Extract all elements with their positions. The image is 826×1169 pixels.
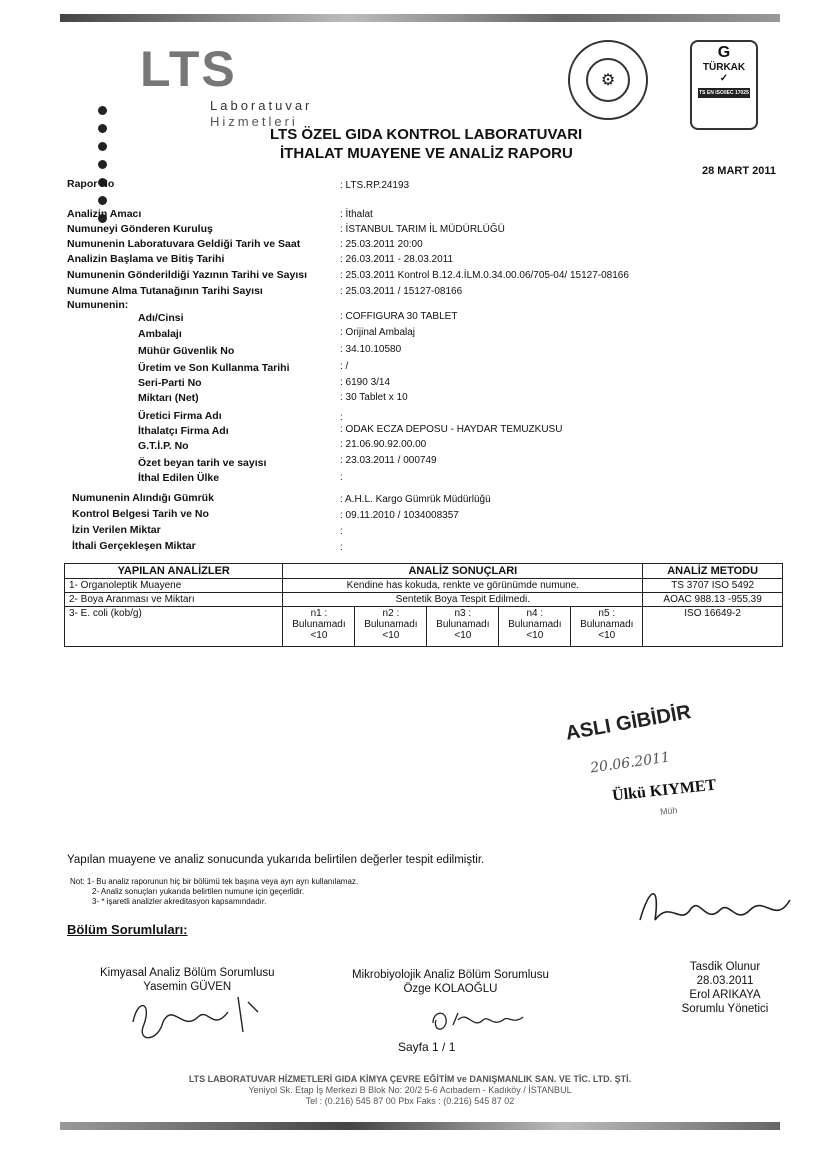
value-kontrol: : 09.11.2010 / 1034008357 [340,510,459,521]
director-signatory [665,960,785,1016]
logo-subtitle-1: Laboratuvar [210,98,313,113]
conclusion-sentence: Yapılan muayene ve analiz sonucunda yukarıda belirtilen değerler tespit edilmiştir. [67,854,485,866]
value-analiz-amaci: : İthalat [340,209,373,220]
label-baslama: Analizin Başlama ve Bitiş Tarihi [67,253,225,265]
sig3-line1: Tasdik Olunur [689,961,761,973]
chemistry-signatory [100,966,275,994]
value-gumruk: : A.H.L. Kargo Gümrük Müdürlüğü [340,494,491,505]
label-muhur: Mühür Güvenlik No [138,345,235,357]
value-gelis: : 25.03.2011 20:00 [340,239,423,250]
analysis-cell: 3- E. coli (kob/g) [65,607,283,647]
top-border-bar [60,14,780,22]
report-title-1: LTS ÖZEL GIDA KONTROL LABORATUVARI [270,126,583,143]
label-gonderen: Numuneyi Gönderen Kuruluş [67,223,213,235]
ecoli-sample-cell: n4 : Bulunamadı <10 [499,607,571,647]
sig3-line2: 28.03.2011 [696,975,754,987]
method-cell: AOAC 988.13 -955.39 [643,593,783,607]
value-gonderen: : İSTANBUL TARIM İL MÜDÜRLÜĞÜ [340,224,505,235]
turkak-label: TÜRKAK [702,62,746,73]
ecoli-sample-cell: n2 : Bulunamadı <10 [355,607,427,647]
sig1-title: Kimyasal Analiz Bölüm Sorumlusu [100,967,275,979]
value-seri: : 6190 3/14 [340,377,391,388]
value-uretim: : / [340,361,349,372]
label-adi: Adı/Cinsi [138,312,184,324]
label-gtip: G.T.İ.P. No [138,440,189,452]
label-izin: İzin Verilen Miktar [72,524,161,536]
company-footer [130,1074,690,1107]
header-results: ANALİZ SONUÇLARI [283,564,643,579]
sig3-line3: Erol ARIKAYA [689,989,761,1001]
chemistry-signature-icon [128,992,278,1052]
label-gerceklesen: İthali Gerçekleşen Miktar [72,540,196,552]
label-yazi: Numunenin Gönderildiği Yazının Tarihi ve Sayısı [67,269,307,281]
table-row-ecoli [65,607,783,647]
label-seri: Seri-Parti No [138,377,202,389]
signer-title-stamp: Müh [659,805,678,817]
table-header-row [65,564,783,579]
method-cell: ISO 16649-2 [643,607,783,647]
value-izin: : [340,526,343,537]
report-date: 28 MART 2011 [702,165,776,177]
section-heading: Bölüm Sorumluları: [67,922,188,937]
logo-subtitle-2: Hizmetleri [210,114,298,129]
value-ozet: : 23.03.2011 / 000749 [340,455,437,466]
result-cell: Kendine has kokuda, renkte ve görünümde numune. [283,579,643,593]
microbiology-signatory [352,968,549,996]
sig2-title: Mikrobiyolojik Analiz Bölüm Sorumlusu [352,969,549,981]
value-tutanak: : 25.03.2011 / 15127-08166 [340,286,463,297]
signer-name-stamp: Ülkü KIYMET [611,776,718,805]
analysis-cell: 1- Organoleptik Muayene [65,579,283,593]
label-gelis: Numunenin Laboratuvara Geldiği Tarih ve Saat [67,238,301,250]
analysis-cell: 2- Boya Aranması ve Miktarı [65,593,283,607]
handwritten-date: 20.06.2011 [589,749,671,777]
label-miktar: Miktarı (Net) [138,392,199,404]
asli-gibidir-stamp: ASLI GİBİDİR [563,701,693,745]
header-analyses: YAPILAN ANALİZLER [65,564,283,579]
value-ithalatci: : ODAK ECZA DEPOSU - HAYDAR TEMUZKUSU [340,424,563,435]
label-ambalaj: Ambalajı [138,328,182,340]
value-gerceklesen: : [340,542,343,553]
report-title-2: İTHALAT MUAYENE VE ANALİZ RAPORU [280,145,573,162]
method-cell: TS 3707 ISO 5492 [643,579,783,593]
ecoli-sample-cell: n1 : Bulunamadı <10 [283,607,355,647]
footer-company: LTS LABORATUVAR HİZMETLERİ GIDA KİMYA ÇEVRE EĞİTİM ve DANIŞMANLIK SAN. VE TİC. LTD. ŞTİ. [188,1074,632,1084]
label-ozet: Özet beyan tarih ve sayısı [138,457,267,469]
value-miktar: : 30 Tablet x 10 [340,392,408,403]
value-gtip: : 21.06.90.92.00.00 [340,439,427,450]
label-rapor-no: Rapor No [67,178,115,190]
result-cell: Sentetik Boya Tespit Edilmedi. [283,593,643,607]
table-row [65,593,783,607]
note-line: 2- Analiz sonuçları yukarıda belirtilen numune için geçerlidir. [92,887,305,896]
label-ithalatci: İthalatçı Firma Adı [138,425,229,437]
ecoli-sample-cell: n3 : Bulunamadı <10 [427,607,499,647]
value-rapor-no: : LTS.RP.24193 [340,180,410,191]
page-number: Sayfa 1 / 1 [398,1040,456,1054]
value-ulke: : [340,472,343,483]
sig2-name: Özge KOLAOĞLU [403,983,498,995]
notes-block [70,877,358,907]
value-muhur: : 34.10.10580 [340,344,402,355]
note-line: Not: 1- Bu analiz raporunun hiç bir bölümü tek başına veya ayrı ayrı kullanılamaz. [70,877,359,886]
label-uretim: Üretim ve Son Kullanma Tarihi [138,362,290,374]
label-analiz-amaci: Analizin Amacı [67,208,142,220]
label-kontrol: Kontrol Belgesi Tarih ve No [72,508,209,520]
value-baslama: : 26.03.2011 - 28.03.2011 [340,254,454,265]
value-ambalaj: : Orijinal Ambalaj [340,327,416,338]
value-yazi: : 25.03.2011 Kontrol B.12.4.İLM.0.34.00.06/705-04/ 15127-08166 [340,270,629,281]
ministry-seal-icon: ⚙ [568,40,648,120]
table-row [65,579,783,593]
microbiology-signature-icon [428,1005,528,1035]
label-gumruk: Numunenin Alındığı Gümrük [72,492,214,504]
ecoli-sample-cell: n5 : Bulunamadı <10 [571,607,643,647]
footer-address: Yeniyol Sk. Etap İş Merkezi B Blok No: 20/2 5-6 Acıbadem - Kadıköy / İSTANBUL [248,1085,572,1095]
label-tutanak: Numune Alma Tutanağının Tarihi Sayısı [67,285,263,297]
label-ulke: İthal Edilen Ülke [138,472,220,484]
bottom-border-bar [60,1122,780,1130]
value-uretici: : [340,412,343,423]
header-method: ANALİZ METODU [643,564,783,579]
logo-text: LTS [140,41,237,97]
label-uretici: Üretici Firma Adı [138,410,222,422]
analysis-results-table [64,563,783,647]
turkak-accreditation-logo: G TÜRKAK ✓ TS EN ISO/IEC 17025 [690,40,758,130]
note-line: 3- * işaretli analizler akreditasyon kapsamındadır. [92,897,267,906]
footer-phone: Tel : (0.216) 545 87 00 Pbx Faks : (0.216) 545 87 02 [305,1096,515,1106]
sig3-line4: Sorumlu Yönetici [681,1003,769,1015]
value-adi: : COFFIGURA 30 TABLET [340,311,458,322]
label-numunenin: Numunenin: [67,299,129,311]
director-signature-icon [630,880,800,940]
sig1-name: Yasemin GÜVEN [143,981,232,993]
